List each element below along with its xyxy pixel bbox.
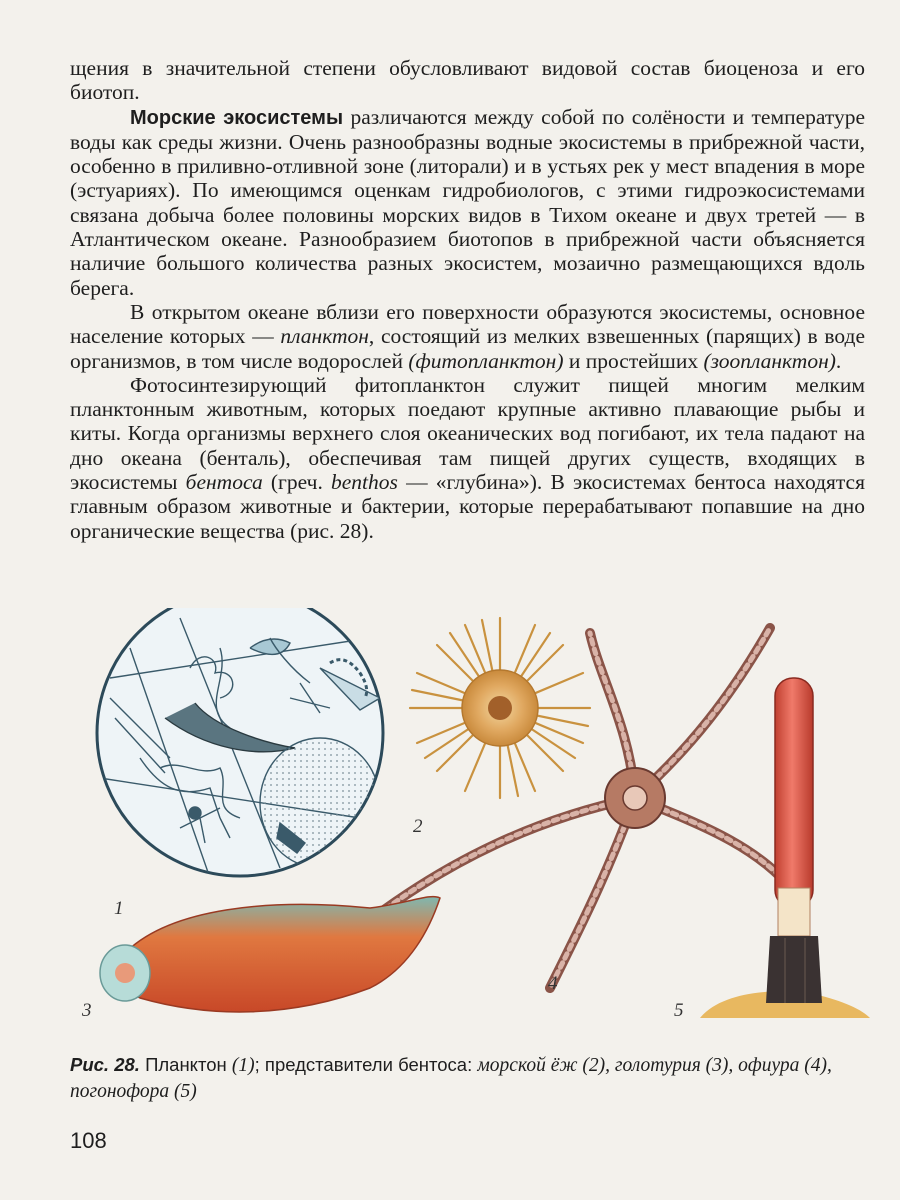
paragraph-continuation: щения в значительной степени обусловливают видовой состав биоценоза и его биотоп.: [70, 56, 865, 105]
figure-label-5: 5: [674, 1000, 684, 1021]
paragraph-open-ocean: В открытом океане вблизи его поверхности образуются экосистемы, основное население которых — планктон, состоящий из мелких взвешенных (парящих) в воде организмов, в том числе водорослей (фитопланктон) и простейших (зоопланктон).: [70, 299, 865, 373]
figure-illustration: [70, 608, 870, 1038]
plankton-illustration: [97, 608, 383, 878]
figure-label-1: 1: [114, 898, 124, 919]
term-benthos-greek: benthos: [331, 470, 398, 495]
ophiura-illustration: [360, 628, 800, 988]
term-phytoplankton: (фитопланктон): [408, 348, 564, 373]
figure-28: [70, 608, 870, 1038]
caption-label: Рис. 28.: [70, 1054, 140, 1075]
paragraph-benthos: Фотосинтезирующий фитопланктон служит пищей многим мелким планктонным животным, которых поедают крупные активно плавающие рыбы и киты. Когда организмы верхнего слоя океанических вод погибают, их тела падают на дно океана (бенталь), обеспечивая там пищей других существ, входящих в экосистемы бентоса (греч. benthos — «глубина»). В экосистемах бентоса находятся главным образом животные и бактерии, которые перерабатывают попавшие на дно органические вещества (рис. 28).: [70, 372, 865, 543]
figure-label-2: 2: [413, 816, 423, 837]
term-plankton: планктон: [280, 324, 369, 349]
caption-benthos-list: морской ёж (2), голотурия (3), офиура (4), погонофора (5): [70, 1055, 832, 1102]
figure-label-4: 4: [548, 973, 558, 994]
term-marine-ecosystems: Морские экосистемы: [130, 106, 344, 129]
body-text: [70, 56, 865, 543]
figure-caption: Рис. 28. Планктон (1); представители бентоса: морской ёж (2), голотурия (3), офиура (4), погонофора (5): [70, 1054, 832, 1102]
page-number: 108: [70, 1128, 107, 1153]
term-benthos: бентоса: [185, 470, 263, 495]
holothuria-illustration: [100, 897, 440, 1012]
sea-urchin-illustration: [410, 618, 590, 798]
paragraph-marine-ecosystems: Морские экосистемы различаются между собой по солёности и температуре воды как среды жизни. Очень разнообразны водные экосистемы в прибрежной части, особенно в приливно-отливной зоне (литорали) и в устьях рек у мест впадения в море (эстуариях). По имеющимся оценкам гидробиологов, с этими гидроэкосистемами связана добыча более половины морских видов в Тихом океане и двух третей — в Атлантическом океане. Разнообразием биотопов в прибрежной части объясняется наличие большого количества разных экосистем, мозаично размещающихся вдоль берега.: [70, 104, 866, 300]
term-zooplankton: (зоопланктон): [703, 348, 836, 373]
figure-label-3: 3: [82, 1000, 92, 1021]
pogonophora-illustration: [700, 678, 870, 1018]
